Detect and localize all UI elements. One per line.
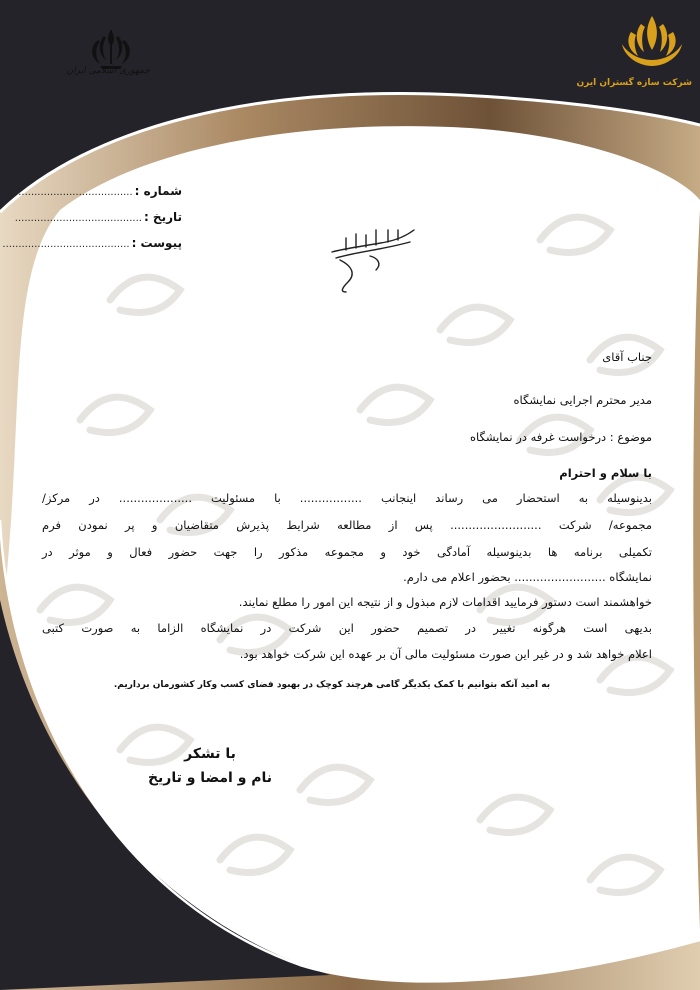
body-line-1: بدینوسیله به استحضار می رساند اینجانب ................. با مسئولیت .................... در مرکز/ — [42, 491, 652, 505]
attachment-field — [2, 236, 182, 250]
hope-line: به امید آنکه بتوانیم با کمک یکدیگر گامی هرچند کوچک در بهبود فضای کسب وکار کشورمان برداریم. — [113, 680, 551, 690]
date-dots: ........................................ — [14, 213, 142, 224]
recipient-title: جناب آقای — [602, 350, 652, 364]
company-name: شرکت سازه گستران ایرن — [576, 78, 692, 88]
body-line-4: نمایشگاه ......................... بحضور اعلام می دارم. — [403, 570, 652, 584]
body-line-5: خواهشمند است دستور فرمایید اقدامات لازم مبذول و از نتیجه این امور را مطلع نمایند. — [238, 595, 652, 609]
body-line-7: اعلام خواهد شد و در غیر این صورت مسئولیت مالی آن بر عهده این شرکت خواهد بود. — [239, 647, 652, 661]
body-line-3: تکمیلی برنامه ها بدینوسیله آمادگی خود و مجموعه مذکور را جهت حضور فعال و موثر در — [42, 545, 652, 559]
number-dots: ........................................ — [5, 187, 133, 198]
subject-line: موضوع : درخواست غرفه در نمایشگاه — [469, 430, 652, 444]
recipient-position: مدیر محترم اجرایی نمایشگاه — [513, 393, 652, 407]
company-logo-icon — [614, 10, 690, 74]
date-field — [12, 210, 182, 224]
number-label: شماره : — [134, 184, 182, 198]
closing-thanks: با تشکر — [184, 746, 236, 762]
closing-signature: نام و امضا و تاریخ — [147, 770, 273, 786]
emblem-caption: جمهوری اسلامی ایران — [66, 66, 150, 76]
greeting: با سلام و احترام — [559, 466, 652, 480]
basmala-calligraphy — [326, 222, 418, 294]
body-line-6: بدیهی است هرگونه تغییر در تصمیم حضور این شرکت در نمایشگاه الزاما به صورت کتبی — [42, 621, 652, 635]
date-label: تاریخ : — [143, 210, 182, 224]
attachment-label: پیوست : — [131, 236, 182, 250]
national-emblem-icon — [76, 26, 146, 86]
body-line-2: مجموعه/ شرکت ......................... پس از مطالعه شرایط پذیرش متقاضیان و پر نمودن فرم — [42, 518, 652, 532]
attachment-dots: ........................................ — [2, 239, 130, 250]
number-field — [5, 184, 182, 198]
